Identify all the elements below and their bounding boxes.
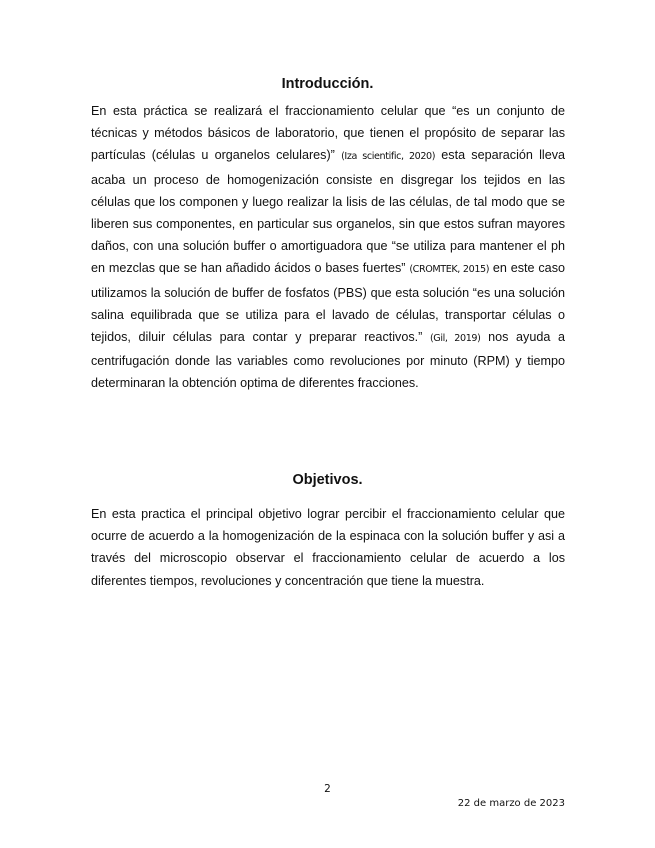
citation: (Gil, 2019): [429, 333, 481, 345]
objectives-paragraph: En esta practica el principal objetivo lograr percibir el fraccionamiento celular que ocurre de acuerdo a la homogenización de la espinaca con la solución buffer y asi a través del microscopio observar el fraccionamiento celular de acuerdo a los diferentes tiempos, revoluciones y concentración que tiene la muestra.: [91, 507, 565, 588]
intro-text-segment: En esta práctica se realizará el fraccionamiento celular que “es un conjunto de técnicas y métodos básicos de laboratorio, que tienen el propósito de separar las partículas (células u organelos celulares)”: [91, 104, 565, 163]
intro-text-segment: en este caso utilizamos la solución de buffer de fosfatos (PBS) que esta solución “es una solución salina equilibrada que se utiliza para el lavado de células, transportar células o tejidos, diluir células para contar y preparar reactivos.”: [91, 261, 565, 345]
citation: (CROMTEK, 2015): [409, 264, 490, 276]
objectives-heading: Objetivos.: [292, 472, 363, 488]
intro-text-segment: esta separación lleva acaba un proceso de homogenización consiste en disgregar los tejidos en las células que los componen y luego realizar la lisis de las células, de tal modo que se liberen sus componentes, en particular sus organelos, sin que estos sufran mayores daños, con una solución buffer o amortiguadora que “se utiliza para mantener el ph en mezclas que se han añadido ácidos o bases fuertes”: [91, 148, 565, 276]
intro-paragraph: [91, 100, 565, 395]
intro-text-segment: nos ayuda a centrifugación donde las variables como revoluciones por minuto (RPM) y tiempo determinaran la obtención optima de diferentes fracciones.: [91, 330, 565, 391]
intro-heading: Introducción.: [281, 76, 374, 92]
footer-date: 22 de marzo de 2023: [457, 798, 565, 809]
page-number: 2: [324, 783, 331, 795]
citation: (Iza scientific, 2020): [341, 151, 436, 163]
